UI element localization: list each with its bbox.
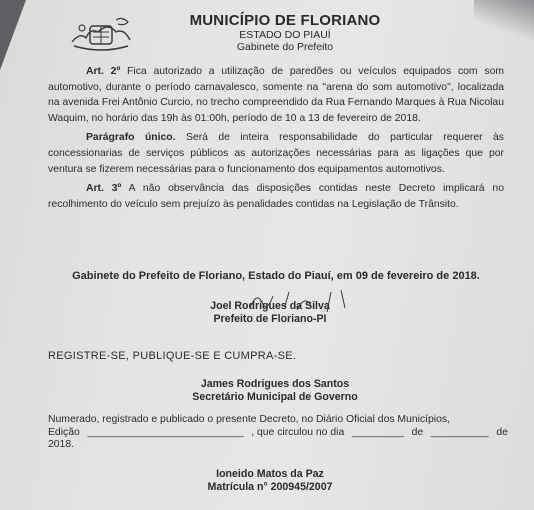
secretary-signature-block	[160, 378, 390, 404]
de-label-2: de	[496, 426, 508, 438]
state-name: ESTADO DO PIAUÍ	[239, 29, 331, 41]
day-blank: _________	[351, 426, 404, 438]
secretary-name: James Rodrigues dos Santos	[200, 378, 350, 390]
coat-of-arms-icon	[68, 12, 134, 52]
article-2-label: Art. 2º	[86, 66, 121, 77]
closing-line: Gabinete do Prefeito de Floriano, Estado do Piauí, em 09 de fevereiro de 2018.	[72, 270, 480, 282]
month-blank: __________	[430, 426, 489, 438]
edicao-blank: ___________________________	[87, 426, 244, 438]
page-corner-shadow-right	[474, 0, 534, 40]
letterhead	[150, 12, 420, 53]
edicao-label: Edição	[48, 426, 80, 438]
registre-line: REGISTRE-SE, PUBLIQUE-SE E CUMPRA-SE.	[48, 350, 297, 362]
article-3-label: Art. 3º	[86, 183, 122, 195]
paragrafo-unico	[48, 130, 504, 177]
publication-line-1: Numerado, registrado e publicado o presente Decreto, no Diário Oficial dos Municípios,	[48, 414, 450, 425]
page-corner-shadow	[0, 0, 26, 70]
mayor-name: Joel Rodrigues da Silva	[210, 300, 330, 312]
paragrafo-unico-label: Parágrafo único.	[86, 132, 176, 144]
publication-note	[48, 414, 508, 452]
decree-body	[48, 64, 504, 216]
article-2	[48, 64, 504, 126]
publication-year: 2018.	[48, 439, 75, 450]
municipality-title: MUNICÍPIO DE FLORIANO	[189, 12, 381, 29]
publication-line-2	[48, 427, 508, 440]
clerk-name: Ioneido Matos da Paz	[216, 468, 324, 480]
clerk-matricula: Matrícula n° 200945/2007	[207, 481, 333, 493]
article-3-text: A não observância das disposições contidas neste Decreto implicará no recolhimento do veículo sem prejuízo às penalidades contidas na Legislação de Trânsito.	[48, 183, 504, 210]
mayor-title: Prefeito de Floriano-PI	[213, 313, 327, 325]
de-label-1: de	[411, 426, 424, 438]
circulou-label: , que circulou no dia	[251, 426, 345, 438]
article-3	[48, 181, 504, 212]
mayor-signature-block	[180, 300, 360, 326]
article-2-text: Fica autorizado a utilização de paredões ou veículos equipados com som automotivo, durante o período carnavalesco, somente na "arena do som automotivo", localizada na avenida Frei Antônio Curcio, no trecho compreendido da Rua Fernando Marques à Rua Nicolau Waquim, no horário das 19h às 01:00h, período de 10 a 13 de fevereiro de 2018.	[48, 66, 505, 124]
clerk-signature-block	[175, 468, 365, 494]
secretary-title: Secretário Municipal de Governo	[192, 391, 358, 403]
paragrafo-unico-text: Será de inteira responsabilidade do particular requerer às concessionarias de serviços públicos as autorizações necessárias para as ligações que por ventura se fizerem necessárias para o funcionamento dos equipamentos automotivos.	[48, 132, 504, 175]
office-name: Gabinete do Prefeito	[236, 41, 334, 53]
